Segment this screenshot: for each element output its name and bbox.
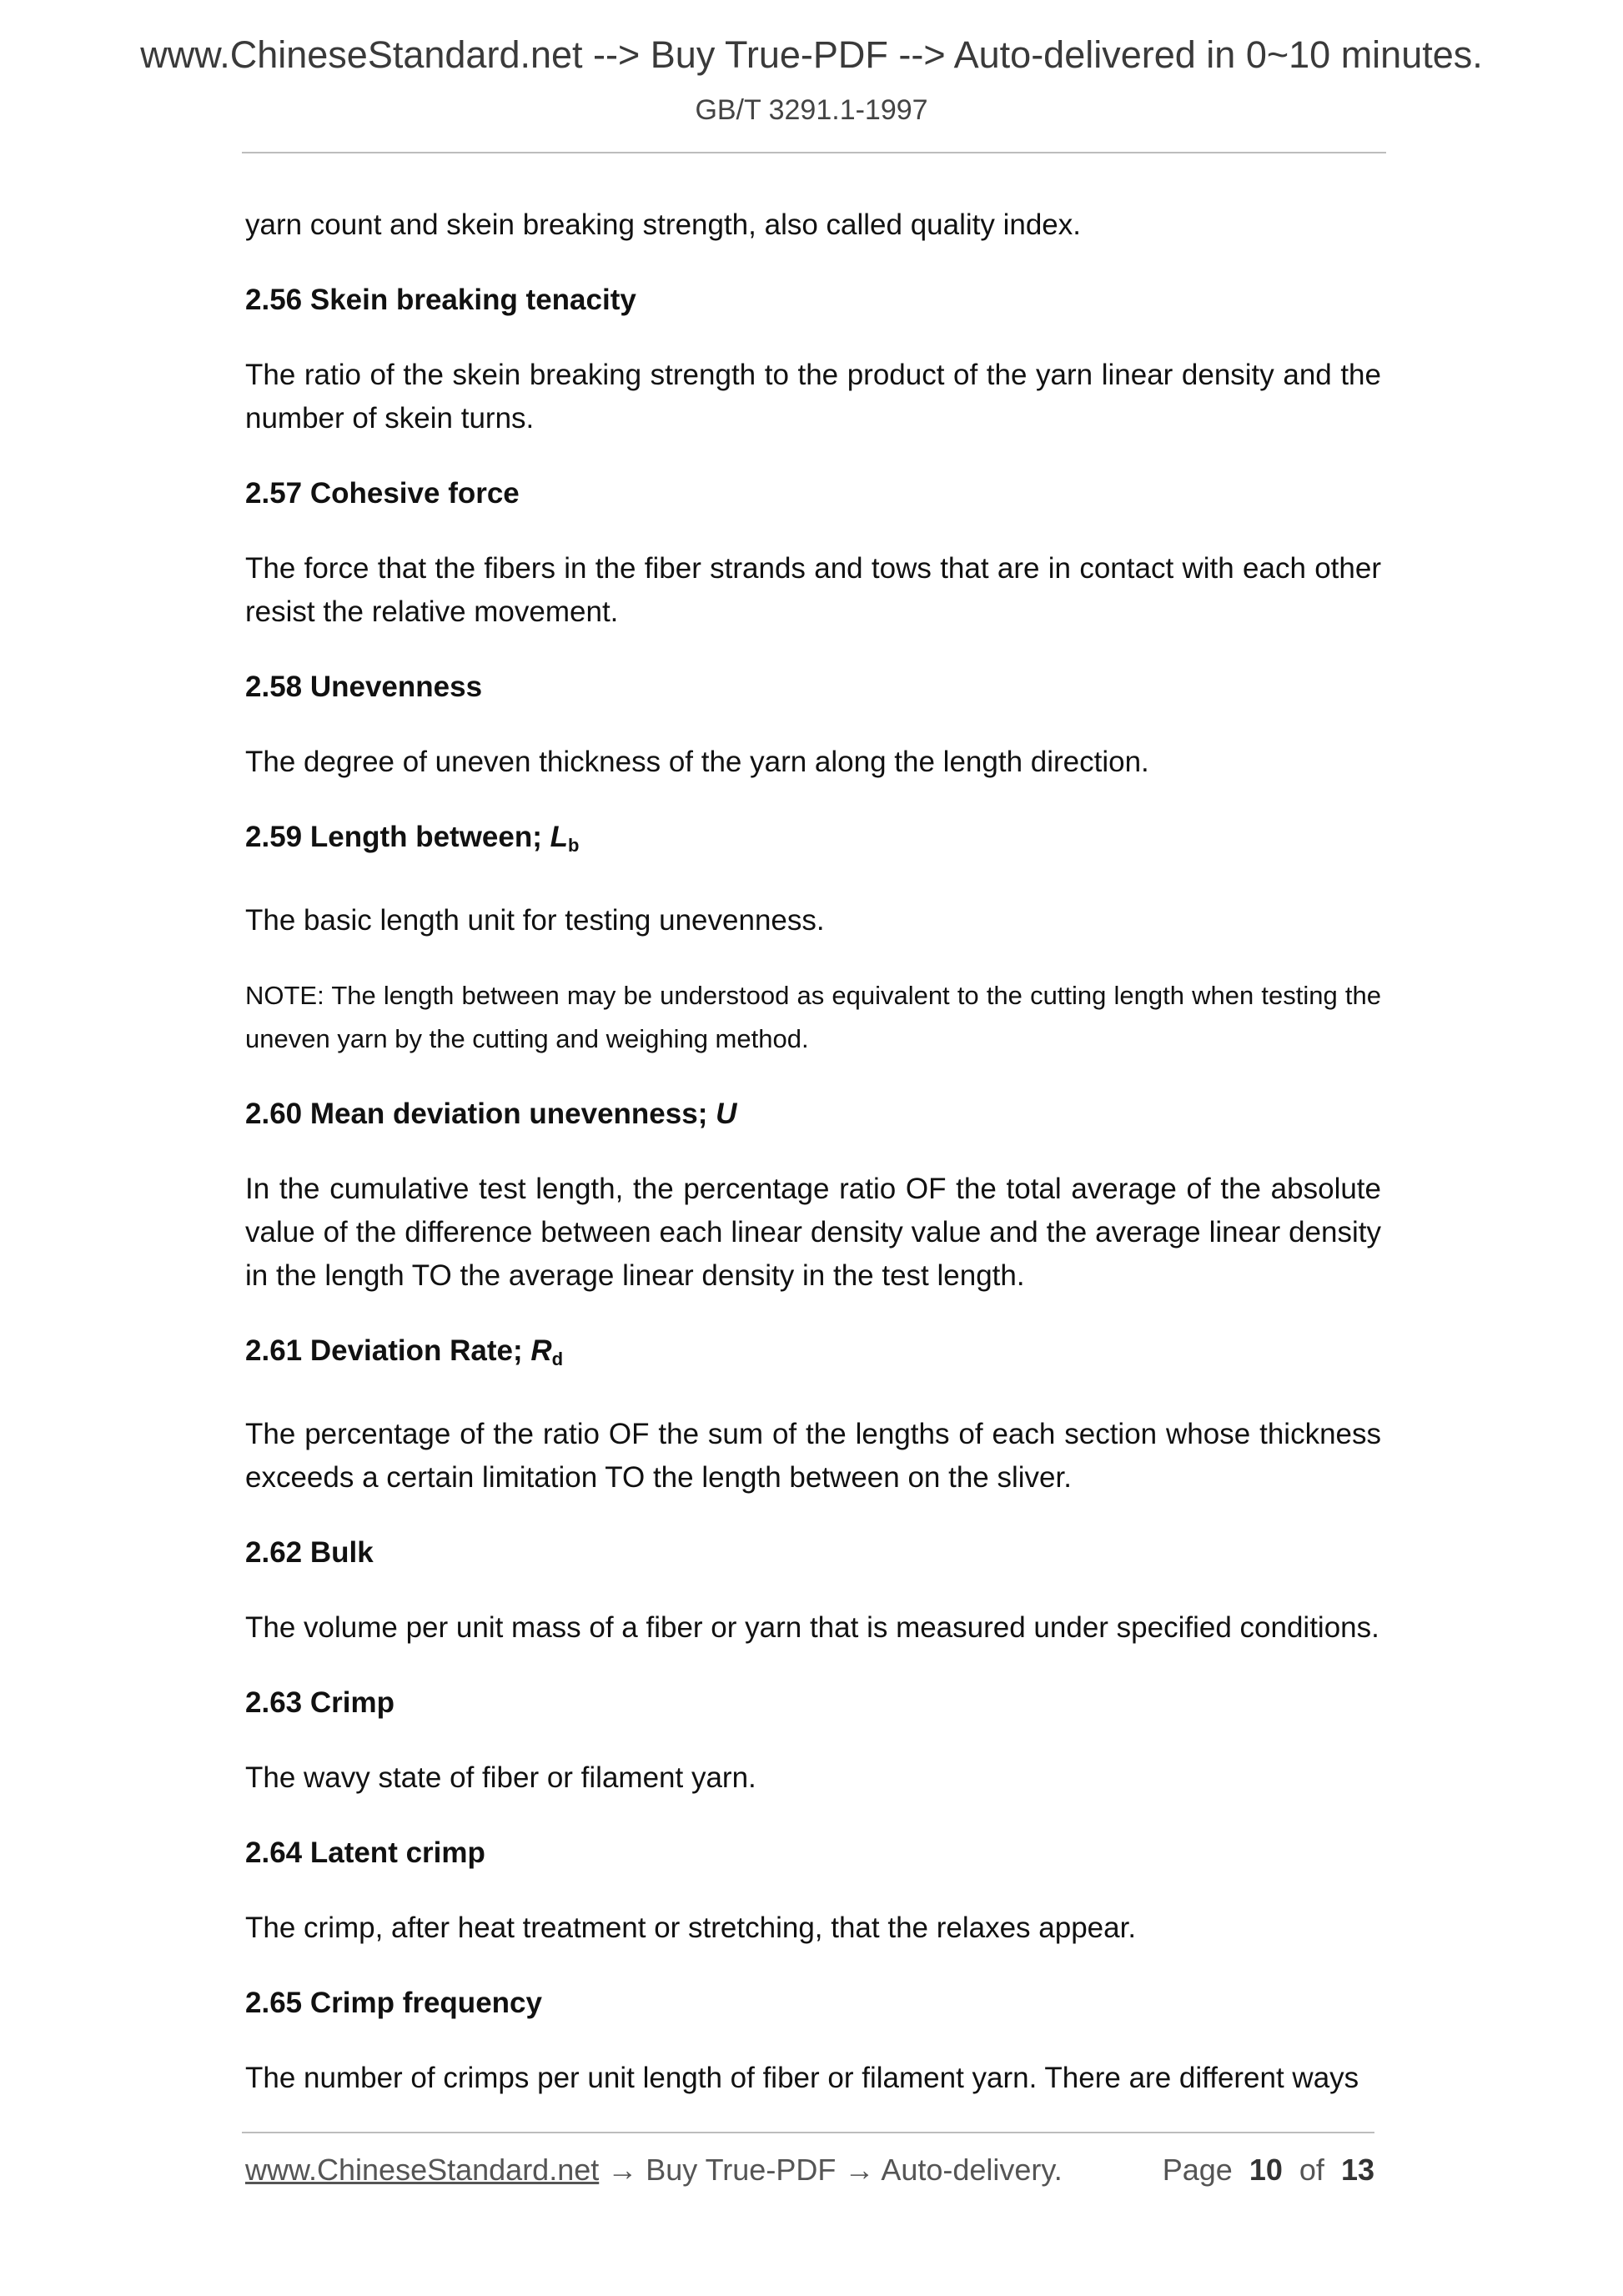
section-2-62-heading: 2.62 Bulk: [245, 1536, 374, 1569]
section-2-56-heading: 2.56 Skein breaking tenacity: [245, 284, 636, 316]
section-2-61-heading: [245, 1329, 1381, 1381]
section-2-58-heading: 2.58 Unevenness: [245, 671, 483, 703]
header-divider: [242, 152, 1386, 153]
footer-divider: [242, 2132, 1374, 2133]
section-2-62-text: The volume per unit mass of a fiber or yarn that is measured under specified conditions.: [245, 1611, 1379, 1644]
page-total: 13: [1340, 2153, 1374, 2187]
section-2-63-text: The wavy state of fiber or filament yarn.: [245, 1761, 756, 1794]
section-2-56-text: The ratio of the skein breaking strength to the product of the yarn linear density and the number of skein turns.: [245, 359, 1381, 435]
section-2-61-title: 2.61 Deviation Rate;: [245, 1334, 531, 1367]
document-body: [245, 203, 1381, 2132]
page-label: Page: [1162, 2153, 1233, 2187]
section-2-59-symbol: L: [550, 821, 569, 853]
footer-promo-text: → Buy True-PDF → Auto-delivery.: [599, 2153, 1063, 2187]
of-label: of: [1299, 2153, 1324, 2187]
footer-site-link[interactable]: www.ChineseStandard.net: [245, 2153, 600, 2187]
section-2-65-heading: 2.65 Crimp frequency: [245, 1987, 542, 2019]
section-2-64-text: The crimp, after heat treatment or stretching, that the relaxes appear.: [245, 1912, 1137, 1944]
section-2-59-title: 2.59 Length between;: [245, 821, 550, 853]
section-2-61-text: The percentage of the ratio OF the sum of the lengths of each section whose thickness exceeds a certain limitation TO the length between on the sliver.: [245, 1418, 1381, 1494]
section-2-60-text: In the cumulative test length, the percentage ratio OF the total average of the absolute value of the difference between each linear density value and the average linear density in the length TO the average linear density in the test length.: [245, 1173, 1381, 1292]
section-2-60-symbol: U: [716, 1098, 737, 1130]
page-footer: [245, 2145, 1374, 2195]
section-2-61-symbol: R: [530, 1334, 552, 1367]
section-2-61-subscript: d: [551, 1349, 564, 1369]
section-2-59-text: The basic length unit for testing unevenness.: [245, 904, 825, 937]
section-2-60-title: 2.60 Mean deviation unevenness;: [245, 1098, 716, 1130]
section-2-63-heading: 2.63 Crimp: [245, 1686, 394, 1719]
section-2-58-text: The degree of uneven thickness of the yarn along the length direction.: [245, 746, 1149, 778]
section-2-64-heading: 2.64 Latent crimp: [245, 1836, 485, 1869]
section-2-59-subscript: b: [568, 835, 580, 856]
section-2-57-text: The force that the fibers in the fiber strands and tows that are in contact with each other resist the relative movement.: [245, 552, 1381, 628]
standard-id: GB/T 3291.1-1997: [695, 94, 928, 126]
section-2-59-note: NOTE: The length between may be understood as equivalent to the cutting length when testing the uneven yarn by the cutting and weighing method.: [245, 981, 1381, 1053]
intro-paragraph: yarn count and skein breaking strength, also called quality index.: [245, 208, 1081, 241]
section-2-60-heading: [245, 1093, 1381, 1136]
page-indicator: [1163, 2145, 1374, 2195]
section-2-65-text: The number of crimps per unit length of fiber or filament yarn. There are different ways: [245, 2062, 1359, 2094]
footer-promo: [245, 2145, 1063, 2195]
section-2-59-heading: [245, 816, 1381, 867]
header-banner: www.ChineseStandard.net --> Buy True-PDF --> Auto-delivered in 0~10 minutes.: [140, 33, 1483, 76]
section-2-57-heading: 2.57 Cohesive force: [245, 477, 520, 510]
page-number: 10: [1249, 2153, 1283, 2187]
